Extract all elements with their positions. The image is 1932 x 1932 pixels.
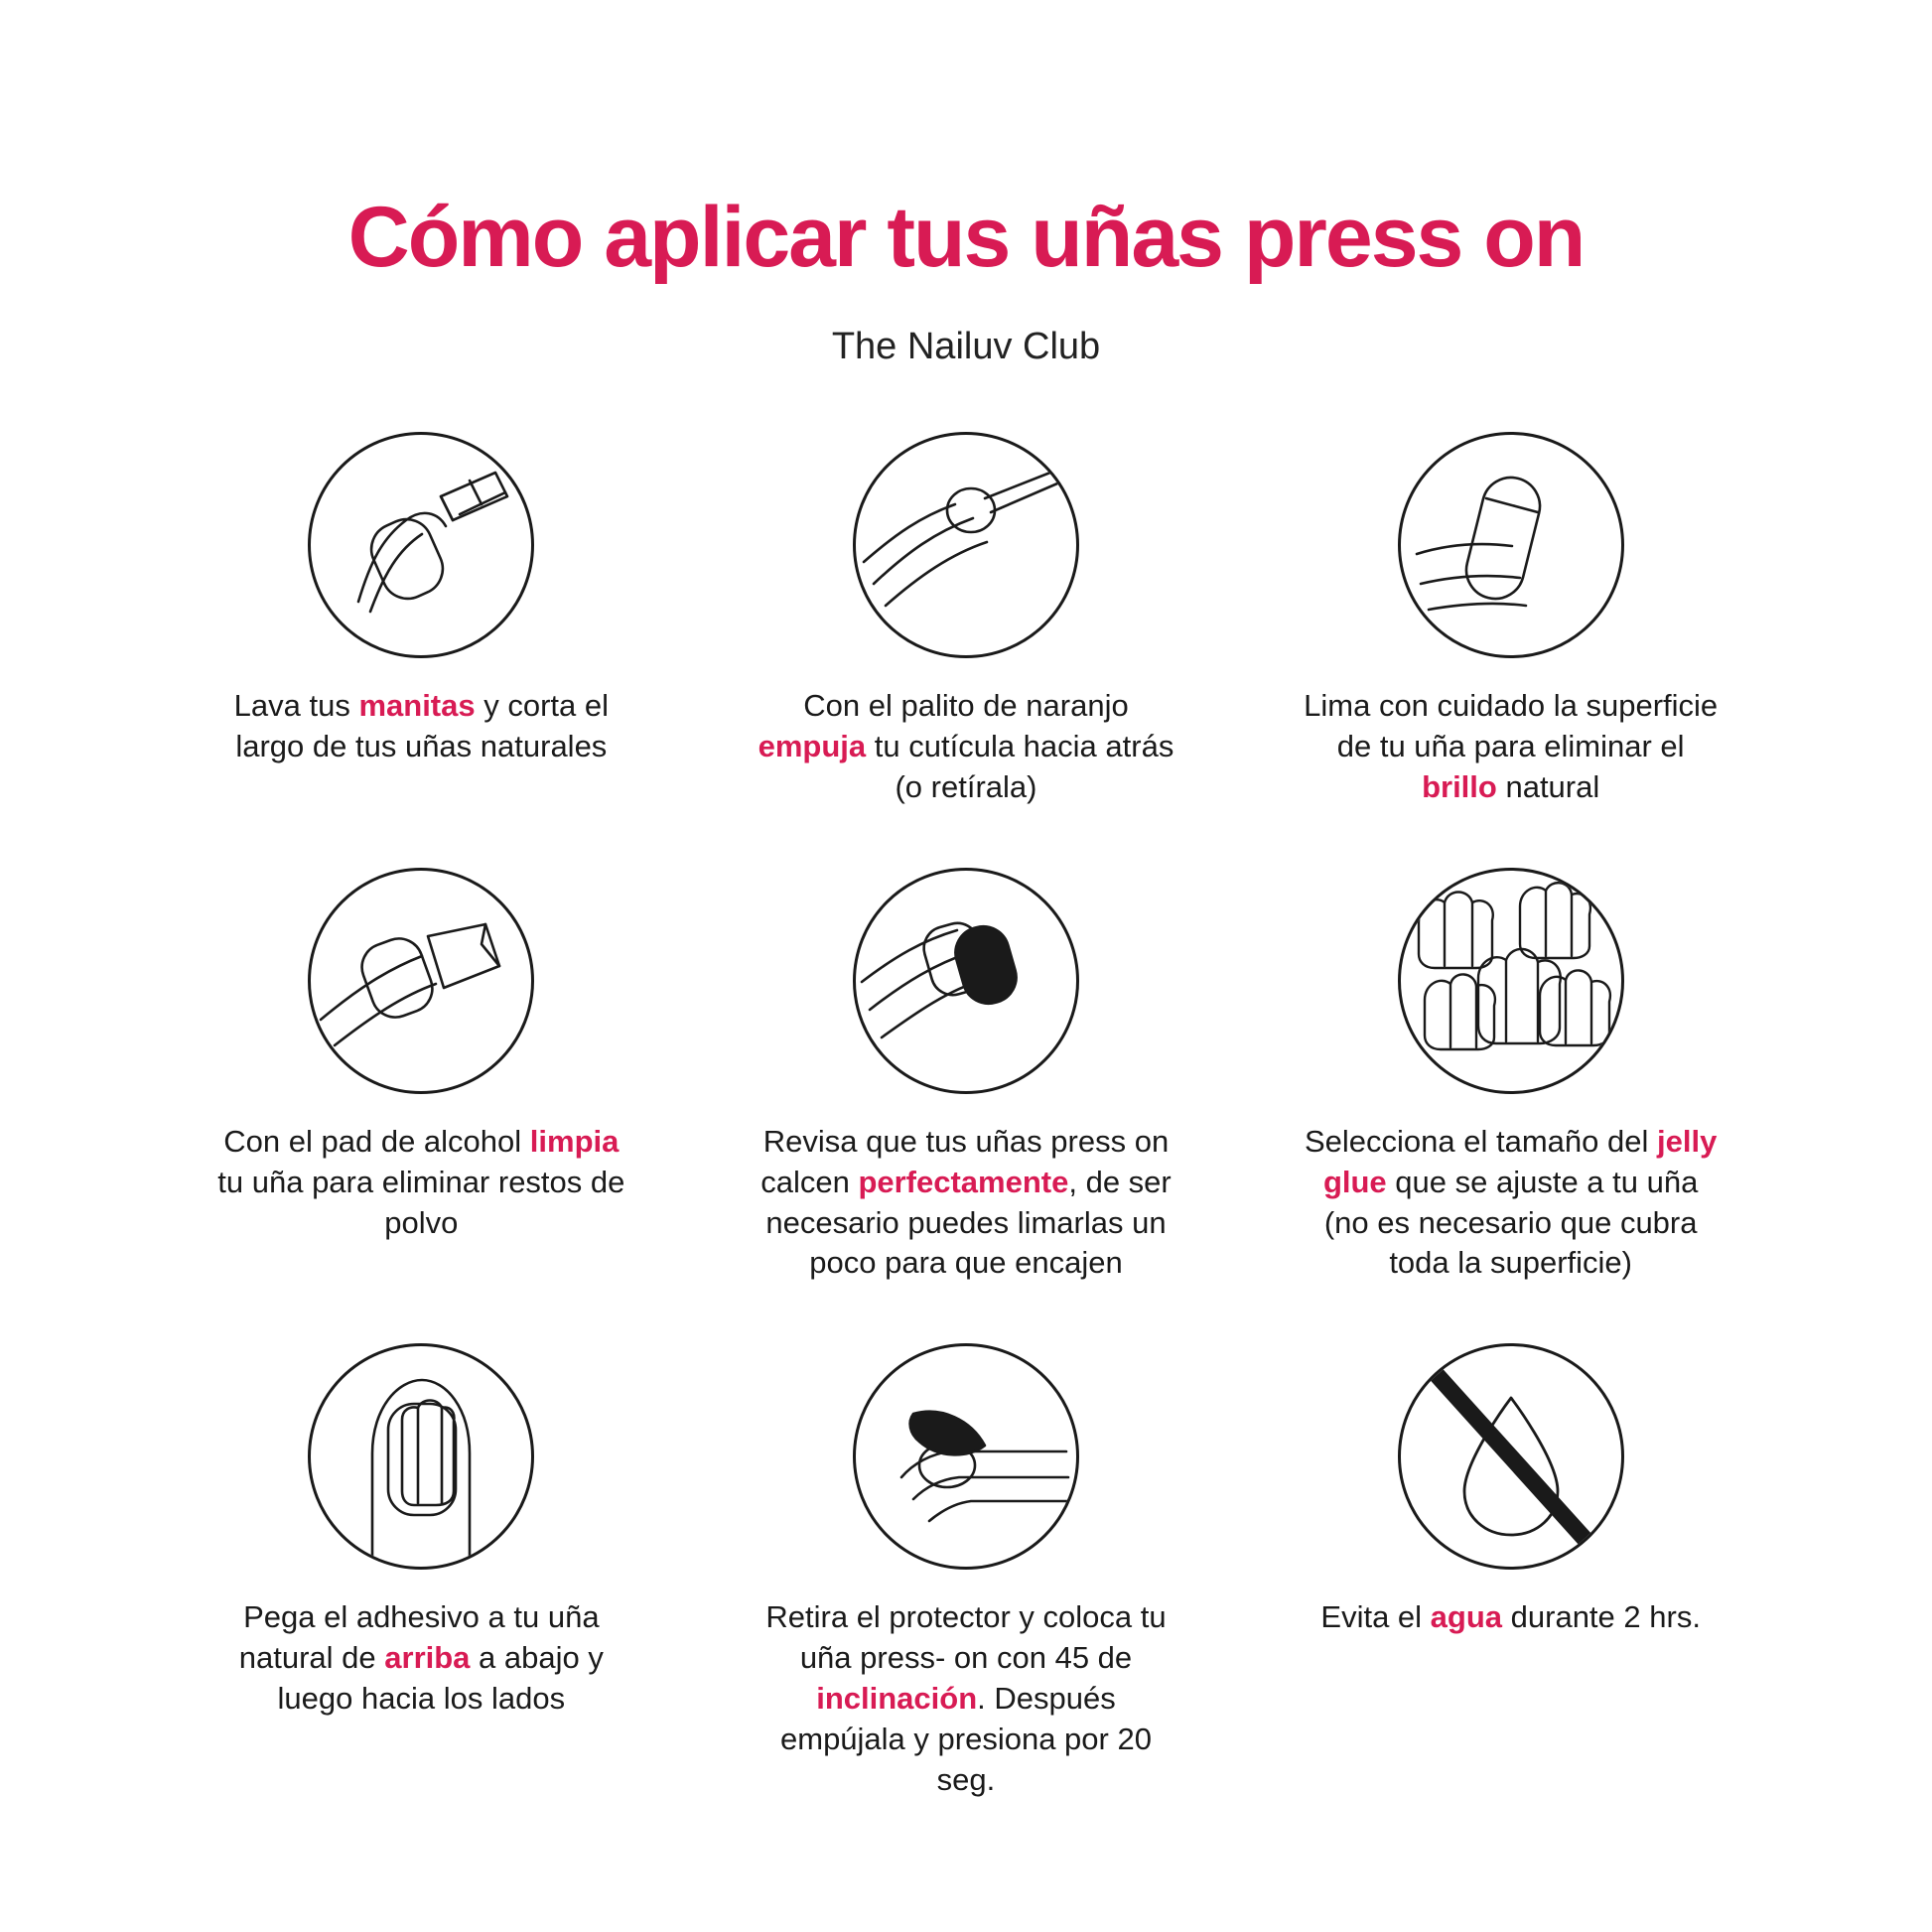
step-9 [1238,1343,1783,1801]
step-5 [694,868,1239,1285]
step-2 [694,432,1239,808]
brand-subtitle: The Nailuv Club [831,326,1101,367]
step-caption: Lava tus manitas y corta el largo de tus uñas naturales [233,688,610,763]
adhesive-placement-icon [308,1343,534,1570]
step-caption: Con el pad de alcohol limpia tu uña para eliminar restos de polvo [217,1123,625,1240]
step-4 [149,868,694,1285]
nail-fit-check-icon [853,868,1079,1094]
nail-buffer-icon [1398,432,1624,658]
cuticle-pusher-stick-icon [853,432,1079,658]
step-caption: Con el palito de naranjo empuja tu cutícula hacia atrás (o retírala) [758,688,1174,804]
nail-clipper-icon [308,432,534,658]
page-title: Cómo aplicar tus uñas press on [347,190,1585,285]
step-caption: Evita el agua durante 2 hrs. [1320,1599,1701,1635]
step-caption: Lima con cuidado la superficie de tu uña para eliminar el brillo natural [1304,688,1719,804]
step-1 [149,432,694,808]
step-7 [149,1343,694,1801]
no-water-icon [1398,1343,1624,1570]
alcohol-pad-icon [308,868,534,1094]
steps-grid [0,432,1932,1801]
step-caption: Retira el protector y coloca tu uña press- on con 45 de inclinación. Después empújala y presiona por 20 seg. [765,1599,1167,1797]
step-6 [1238,868,1783,1285]
press-on-angle-icon [853,1343,1079,1570]
step-caption: Selecciona el tamaño del jelly glue que se ajuste a tu uña (no es necesario que cubra toda la superficie) [1304,1123,1718,1281]
step-3 [1238,432,1783,808]
step-8 [694,1343,1239,1801]
step-caption: Revisa que tus uñas press on calcen perfectamente, de ser necesario puedes limarlas un poco para que encajen [760,1123,1172,1281]
jelly-glue-tabs-icon [1398,868,1624,1094]
step-caption: Pega el adhesivo a tu uña natural de arriba a abajo y luego hacia los lados [238,1599,604,1717]
